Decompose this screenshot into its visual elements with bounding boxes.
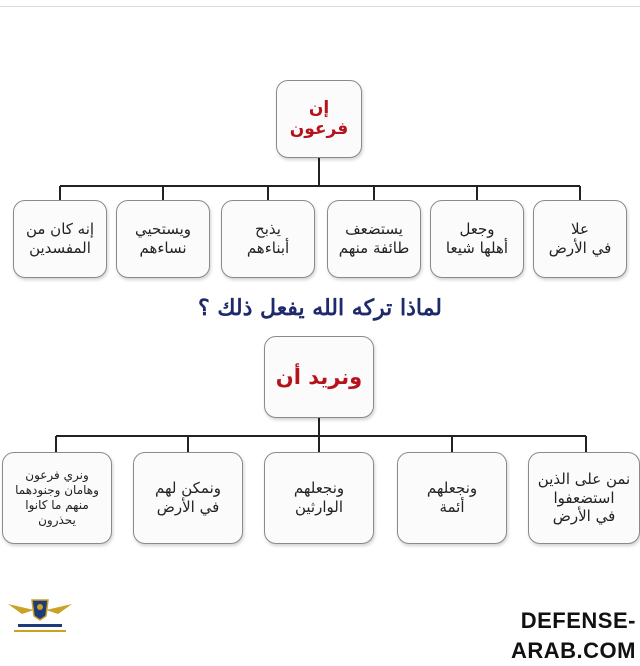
bottom-child-label: ونري فرعون وهامان وجنودهما منهم ما كانوا يحذرون [15,468,99,527]
watermark-text: DEFENSE-ARAB.COM [511,608,636,663]
bottom-child-label: نمن على الذين استضعفوا في الأرض [537,469,631,526]
bottom-child-label: ونمكن لهم في الأرض [154,479,222,516]
top-root-label: إن فرعون [289,97,349,139]
top-child-node [221,200,315,278]
bottom-root-label: ونريد أن [275,364,363,389]
top-child-node [533,200,627,278]
bottom-child-node [528,452,640,544]
top-child-label: وجعل أهلها شيعا [445,220,509,257]
bottom-child-node [264,452,374,544]
top-child-node [13,200,107,278]
bottom-child-label: ونجعلهم أئمة [426,479,478,516]
bottom-child-node [2,452,112,544]
top-child-label: ويستحيي نساءهم [134,220,192,257]
question-text: لماذا تركه الله يفعل ذلك ؟ [198,295,442,321]
bottom-root-node [264,336,374,418]
bottom-child-node [397,452,507,544]
bottom-child-node [133,452,243,544]
top-child-node [327,200,421,278]
top-child-label: يذبح أبناءهم [246,220,290,257]
bottom-child-label: ونجعلهم الوارثين [293,479,345,516]
top-child-node [116,200,210,278]
top-root-node [276,80,362,158]
top-child-label: يستضعف طائفة منهم [338,220,410,257]
top-child-label: إنه كان من المفسدين [25,220,95,257]
top-child-node [430,200,524,278]
defense-arab-logo [4,590,76,636]
top-child-label: علا في الأرض [548,220,612,257]
